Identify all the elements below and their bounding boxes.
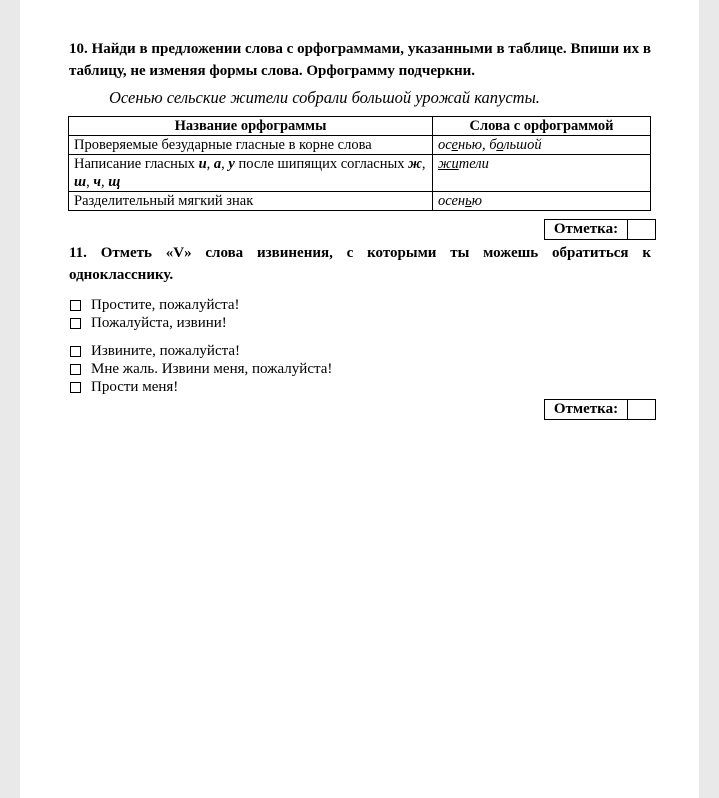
checkbox[interactable] — [70, 364, 81, 375]
row3-words[interactable]: осенью — [433, 192, 651, 211]
checkbox[interactable] — [70, 346, 81, 357]
grade-box-q10 — [544, 219, 656, 240]
row1-words[interactable]: осенью, большой — [433, 136, 651, 155]
header-words: Слова с орфограммой — [433, 117, 651, 136]
row1-name: Проверяемые безударные гласные в корне слова — [69, 136, 433, 155]
option-5[interactable] — [70, 378, 178, 396]
table-header-row — [69, 117, 651, 136]
row2-name: Написание гласных и, а, у после шипящих согласных ж, ш, ч, щ — [69, 155, 433, 192]
question-10-text: 10. Найди в предложении слова с орфограммами, указанными в таблице. Впиши их в таблицу, не изменяя формы слова. Орфограмму подчеркни. — [69, 41, 651, 79]
row3-name: Разделительный мягкий знак — [69, 192, 433, 211]
checkbox[interactable] — [70, 300, 81, 311]
grade-box-q11 — [544, 399, 656, 420]
grade-cell[interactable] — [628, 400, 655, 419]
option-4[interactable] — [70, 360, 332, 378]
option-3[interactable] — [70, 342, 240, 360]
option-label: Пожалуйста, извини! — [91, 314, 227, 331]
orthogram-table — [68, 116, 651, 211]
option-label: Простите, пожалуйста! — [91, 296, 240, 313]
option-label: Прости меня! — [91, 378, 179, 395]
option-label: Мне жаль. Извини меня, пожалуйста! — [91, 360, 333, 377]
example-sentence: Осенью сельские жители собрали большой урожай капусты. — [109, 88, 540, 107]
option-1[interactable] — [70, 296, 240, 314]
grade-label: Отметка: — [545, 220, 628, 239]
header-orthogram-name: Название орфограммы — [69, 117, 433, 136]
table-row — [69, 136, 651, 155]
checkbox[interactable] — [70, 382, 81, 393]
row2-words[interactable]: жители — [433, 155, 651, 192]
option-label: Извините, пожалуйста! — [91, 342, 241, 359]
table-row — [69, 192, 651, 211]
grade-label: Отметка: — [545, 400, 628, 419]
option-2[interactable] — [70, 314, 227, 332]
question-11-text: 11. Отметь «V» слова извинения, с которыми ты можешь обратиться к однокласснику. — [69, 245, 651, 283]
grade-cell[interactable] — [628, 220, 655, 239]
checkbox[interactable] — [70, 318, 81, 329]
worksheet-page — [20, 0, 699, 798]
table-row — [69, 155, 651, 192]
